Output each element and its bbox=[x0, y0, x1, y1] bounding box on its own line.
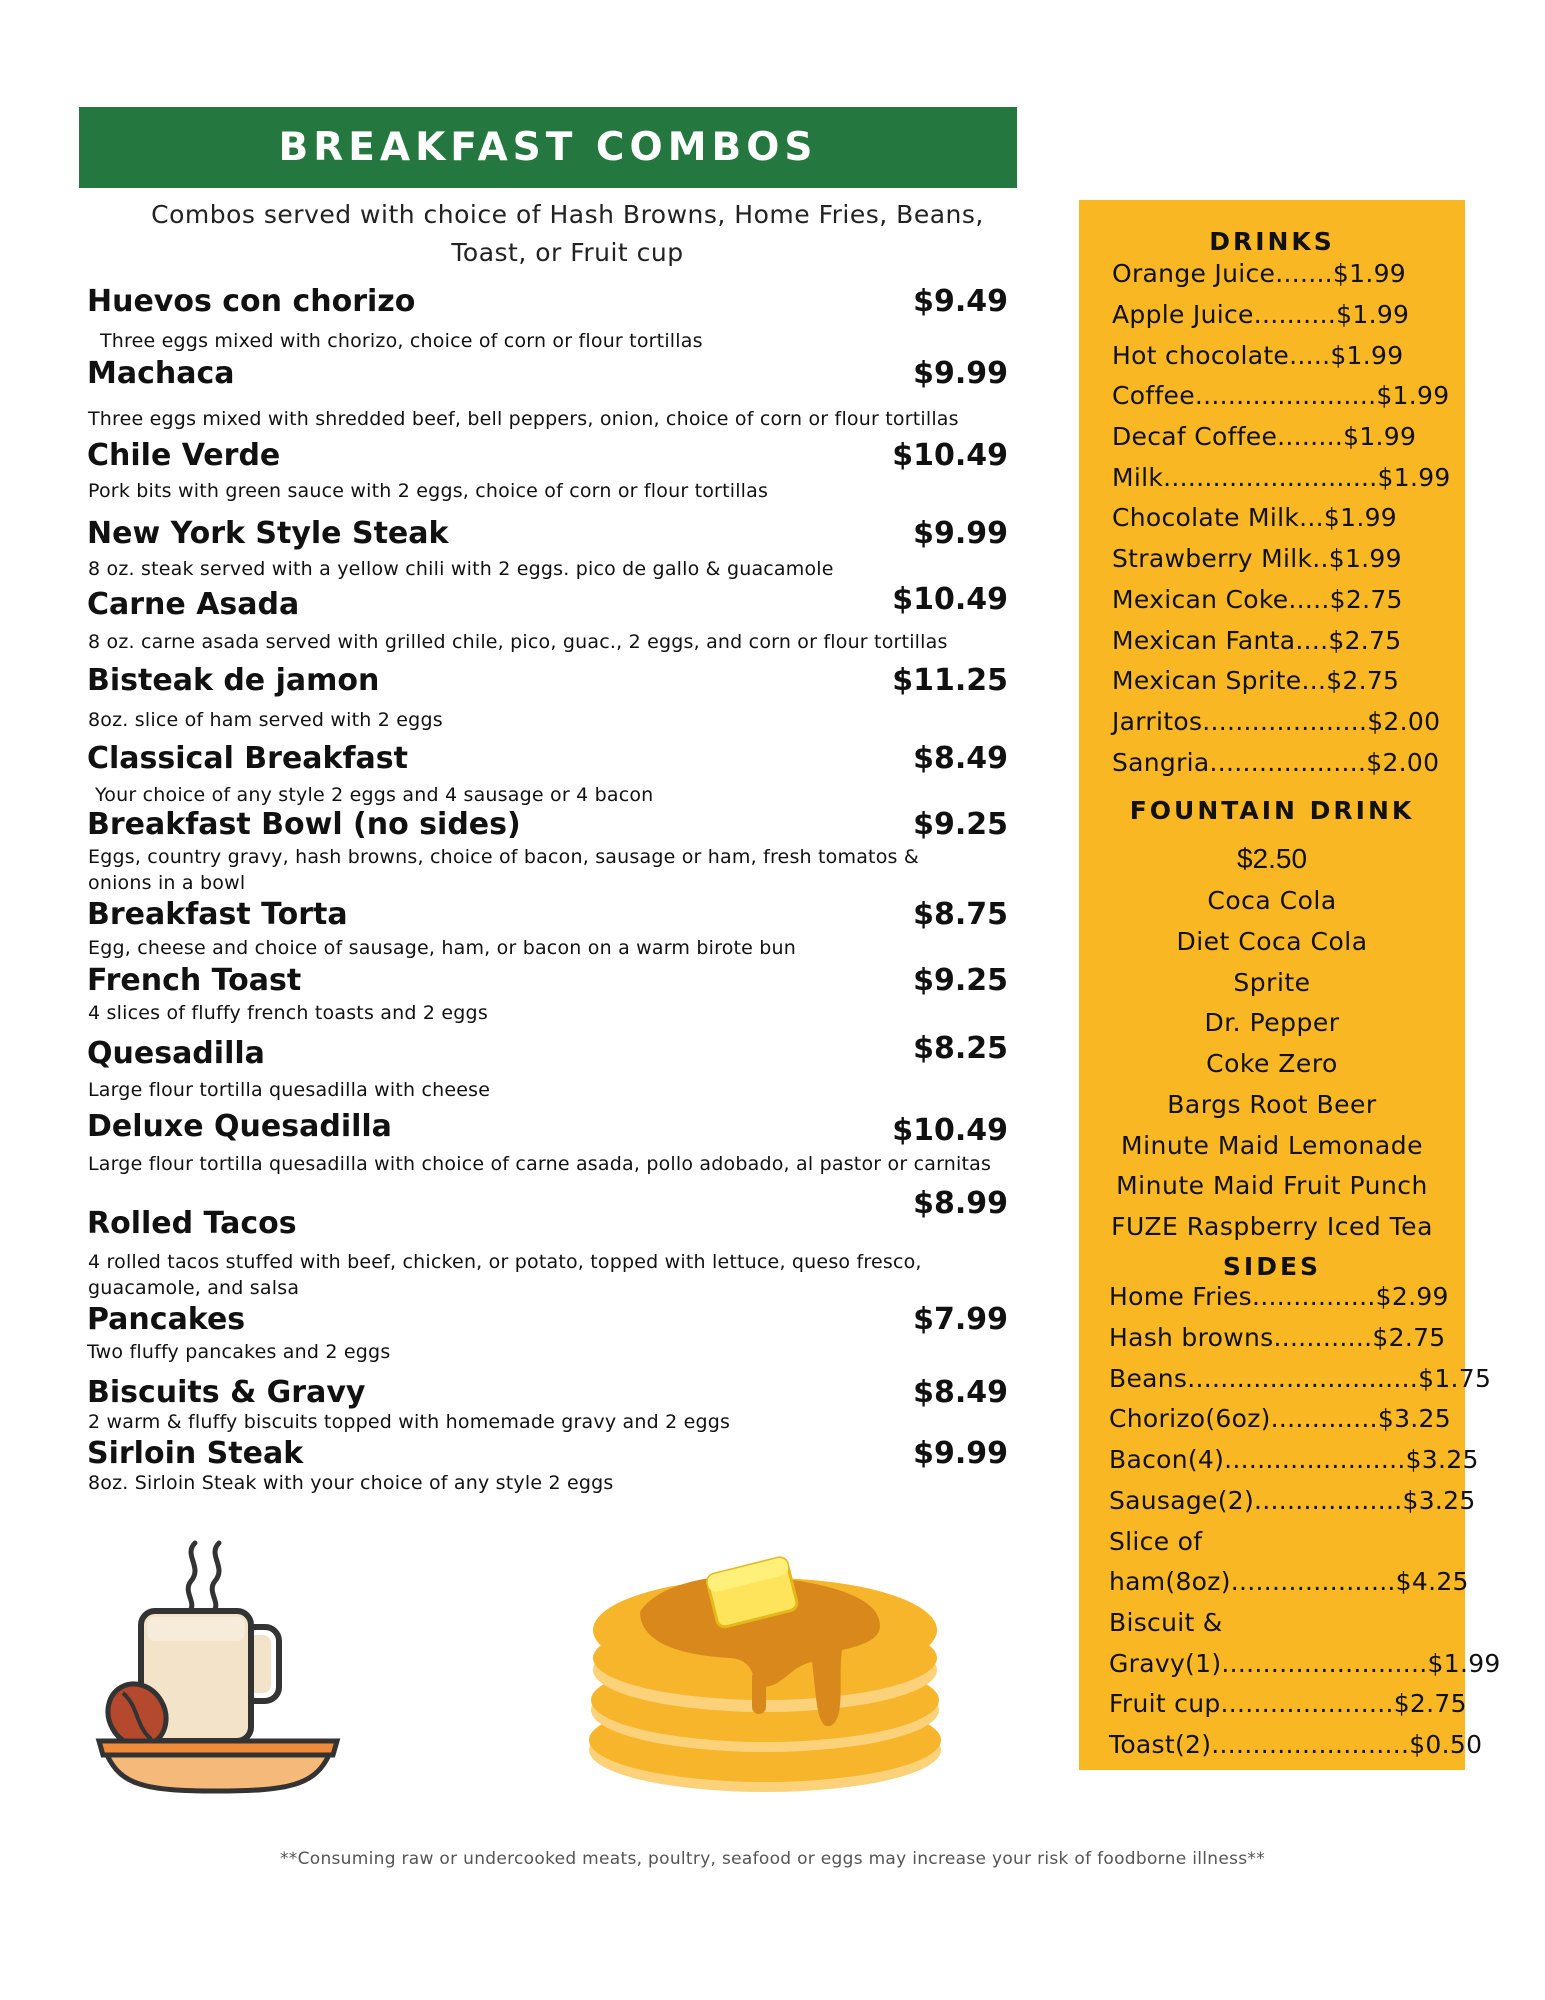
combo-name: Pancakes bbox=[87, 1302, 246, 1337]
combo-desc: 4 slices of fluffy french toasts and 2 eggs bbox=[88, 1002, 488, 1024]
fountain-item: Sprite bbox=[1233, 968, 1311, 997]
fountain-item: FUZE Raspberry Iced Tea bbox=[1111, 1212, 1433, 1241]
combo-price: $8.49 bbox=[913, 741, 1008, 776]
combo-desc: 2 warm & fluffy biscuits topped with homemade gravy and 2 eggs bbox=[88, 1411, 731, 1433]
combo-name: Classical Breakfast bbox=[87, 741, 408, 776]
combo-desc: Two fluffy pancakes and 2 eggs bbox=[87, 1341, 391, 1363]
drink-item: Coffee......................$1.99 bbox=[1112, 381, 1450, 410]
combo-price: $11.25 bbox=[892, 663, 1008, 698]
combo-desc: Pork bits with green sauce with 2 eggs, choice of corn or flour tortillas bbox=[88, 480, 769, 502]
combo-name: Bisteak de jamon bbox=[87, 663, 380, 698]
combo-desc: Three eggs mixed with shredded beef, bell peppers, onion, choice of corn or flour tortillas bbox=[88, 408, 959, 430]
fountain-item: Minute Maid Fruit Punch bbox=[1116, 1171, 1428, 1200]
drink-item: Mexican Sprite...$2.75 bbox=[1112, 666, 1400, 695]
combo-name: Breakfast Bowl (no sides) bbox=[87, 807, 521, 842]
side-item: Gravy(1).........................$1.99 bbox=[1109, 1649, 1501, 1678]
combo-price: $8.99 bbox=[913, 1186, 1008, 1221]
drink-item: Chocolate Milk...$1.99 bbox=[1112, 503, 1397, 532]
drink-item: Decaf Coffee........$1.99 bbox=[1112, 422, 1417, 451]
drink-item: Milk..........................$1.99 bbox=[1112, 463, 1451, 492]
combo-desc: Three eggs mixed with chorizo, choice of corn or flour tortillas bbox=[100, 330, 703, 352]
combo-desc: Eggs, country gravy, hash browns, choice of bacon, sausage or ham, fresh tomatos & onions in a bowl bbox=[88, 846, 919, 894]
fountain-item: Bargs Root Beer bbox=[1167, 1090, 1377, 1119]
combo-name: New York Style Steak bbox=[87, 516, 449, 551]
combo-price: $8.49 bbox=[913, 1375, 1008, 1410]
drink-item: Jarritos....................$2.00 bbox=[1112, 707, 1441, 736]
page-title: BREAKFAST COMBOS bbox=[278, 125, 818, 170]
combos-subtitle bbox=[100, 196, 1035, 272]
fountain-item: Coke Zero bbox=[1206, 1049, 1338, 1078]
fountain-item: Coca Cola bbox=[1207, 886, 1337, 915]
side-item: Fruit cup.....................$2.75 bbox=[1109, 1689, 1467, 1718]
combo-name: Breakfast Torta bbox=[87, 897, 348, 932]
side-item: Toast(2)........................$0.50 bbox=[1109, 1730, 1483, 1759]
combo-price: $10.49 bbox=[892, 582, 1008, 617]
combo-name: Biscuits & Gravy bbox=[87, 1375, 366, 1410]
subtitle-line-2: Toast, or Fruit cup bbox=[451, 238, 684, 267]
combo-name: Rolled Tacos bbox=[87, 1206, 297, 1241]
fountain-item: Dr. Pepper bbox=[1204, 1008, 1340, 1037]
combo-price: $7.99 bbox=[913, 1302, 1008, 1337]
combo-name: Carne Asada bbox=[87, 587, 300, 622]
combo-name: Deluxe Quesadilla bbox=[87, 1109, 392, 1144]
combo-price: $9.99 bbox=[913, 356, 1008, 391]
fountain-heading: FOUNTAIN DRINK bbox=[1129, 796, 1415, 825]
combo-name: Huevos con chorizo bbox=[87, 284, 416, 319]
side-item: ham(8oz)....................$4.25 bbox=[1109, 1567, 1469, 1596]
drink-item: Orange Juice.......$1.99 bbox=[1112, 259, 1407, 288]
sides-heading: SIDES bbox=[1222, 1252, 1322, 1281]
combo-desc: 8 oz. steak served with a yellow chili with 2 eggs. pico de gallo & guacamole bbox=[88, 558, 834, 580]
combo-name: Chile Verde bbox=[87, 438, 281, 473]
combo-price: $9.25 bbox=[913, 963, 1008, 998]
combo-name: Machaca bbox=[87, 356, 235, 391]
drink-item: Apple Juice..........$1.99 bbox=[1112, 300, 1410, 329]
combo-price: $8.75 bbox=[913, 897, 1008, 932]
combo-desc: Large flour tortilla quesadilla with cheese bbox=[88, 1079, 491, 1101]
drinks-heading: DRINKS bbox=[1209, 227, 1335, 256]
side-item: Slice of bbox=[1109, 1527, 1203, 1556]
combo-price: $9.25 bbox=[913, 807, 1008, 842]
drink-item: Strawberry Milk..$1.99 bbox=[1112, 544, 1402, 573]
combo-name: Sirloin Steak bbox=[87, 1436, 304, 1471]
combo-price: $8.25 bbox=[913, 1031, 1008, 1066]
combo-desc: 4 rolled tacos stuffed with beef, chicken, or potato, topped with lettuce, queso fresco, guacamole, and salsa bbox=[88, 1251, 922, 1299]
combo-desc: Large flour tortilla quesadilla with choice of carne asada, pollo adobado, al pastor or carnitas bbox=[88, 1153, 992, 1175]
combo-price: $10.49 bbox=[892, 1113, 1008, 1148]
side-item: Hash browns............$2.75 bbox=[1109, 1323, 1446, 1352]
side-item: Biscuit & bbox=[1109, 1608, 1223, 1637]
pancakes-icon bbox=[580, 1540, 955, 1795]
combo-price: $9.99 bbox=[913, 1436, 1008, 1471]
combo-desc: Your choice of any style 2 eggs and 4 sausage or 4 bacon bbox=[95, 784, 654, 806]
drink-item: Hot chocolate.....$1.99 bbox=[1112, 341, 1404, 370]
drink-item: Sangria...................$2.00 bbox=[1112, 748, 1440, 777]
combo-desc: 8oz. Sirloin Steak with your choice of any style 2 eggs bbox=[88, 1472, 614, 1494]
side-item: Sausage(2)..................$3.25 bbox=[1109, 1486, 1476, 1515]
disclaimer: **Consuming raw or undercooked meats, poultry, seafood or eggs may increase your risk of foodborne illness** bbox=[279, 1849, 1266, 1869]
combo-desc: 8oz. slice of ham served with 2 eggs bbox=[88, 709, 443, 731]
combo-desc: 8 oz. carne asada served with grilled chile, pico, guac., 2 eggs, and corn or flour tortillas bbox=[88, 631, 948, 653]
side-item: Home Fries...............$2.99 bbox=[1109, 1282, 1449, 1311]
fountain-item: Diet Coca Cola bbox=[1176, 927, 1368, 956]
fountain-price: $2.50 bbox=[1236, 843, 1308, 874]
side-item: Beans............................$1.75 bbox=[1109, 1364, 1492, 1393]
subtitle-line-1: Combos served with choice of Hash Browns, Home Fries, Beans, bbox=[151, 200, 984, 229]
coffee-cup-icon bbox=[95, 1535, 345, 1795]
combo-name: Quesadilla bbox=[87, 1036, 265, 1071]
side-item: Chorizo(6oz).............$3.25 bbox=[1109, 1404, 1451, 1433]
combo-price: $9.49 bbox=[913, 284, 1008, 319]
combo-desc: Egg, cheese and choice of sausage, ham, or bacon on a warm birote bun bbox=[88, 937, 797, 959]
combo-name: French Toast bbox=[87, 963, 302, 998]
drink-item: Mexican Coke.....$2.75 bbox=[1112, 585, 1403, 614]
fountain-item: Minute Maid Lemonade bbox=[1121, 1131, 1423, 1160]
drink-item: Mexican Fanta....$2.75 bbox=[1112, 626, 1402, 655]
side-item: Bacon(4)......................$3.25 bbox=[1109, 1445, 1479, 1474]
combo-price: $9.99 bbox=[913, 516, 1008, 551]
combo-price: $10.49 bbox=[892, 438, 1008, 473]
